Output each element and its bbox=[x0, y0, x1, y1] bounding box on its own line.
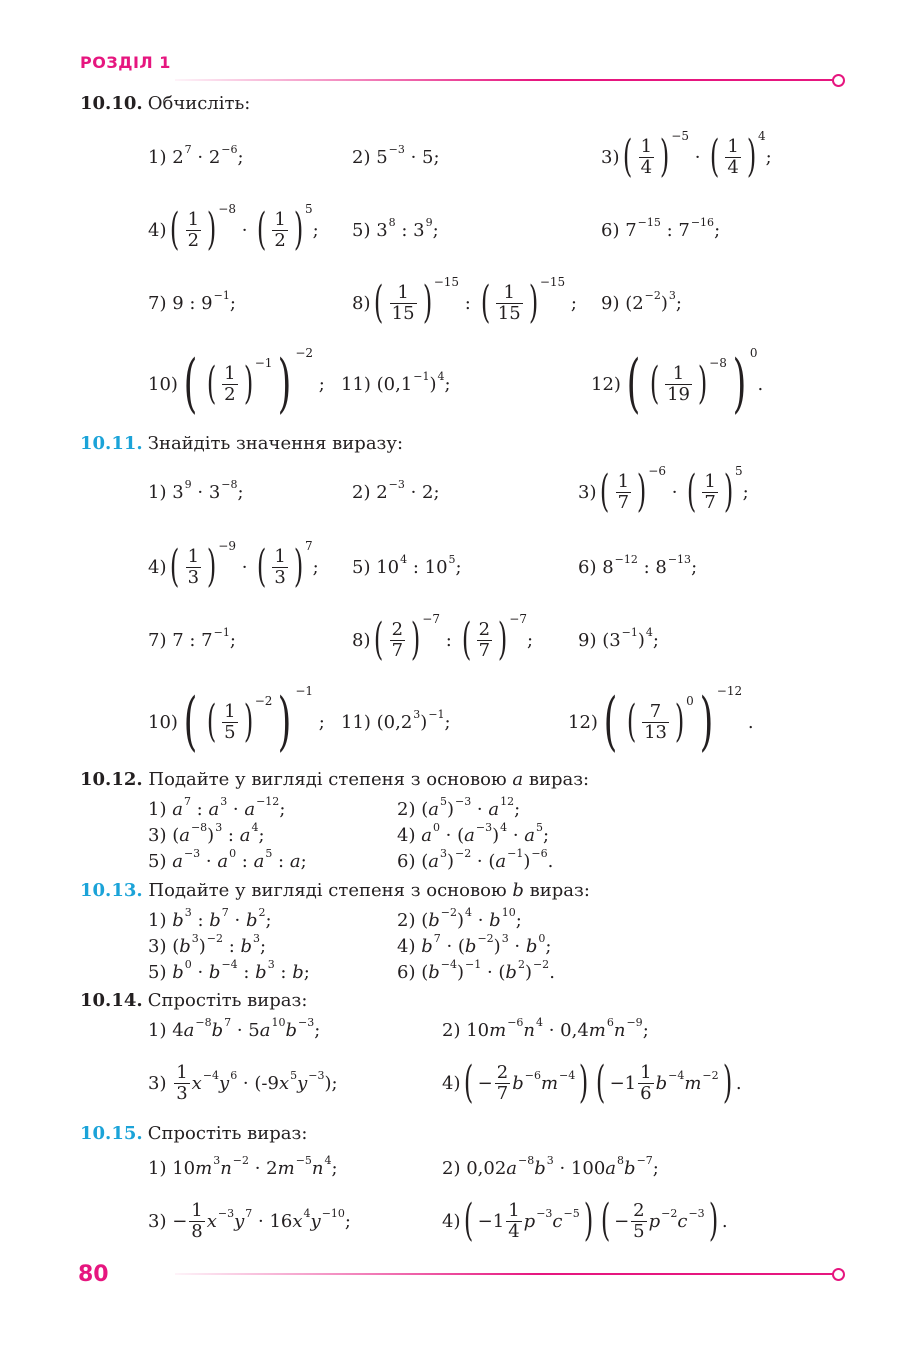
task-10-15-4: 4) ( −1 $\frac{1}{4}$ p $^{-3}$ c $^{-5}$ ) ( − $\frac{2}{5}$ p $^{-2}$ c $^{-3}$ ) . bbox=[442, 1195, 728, 1246]
task-10-13-2: 2) ( b $^{-2}$ ) $^4$ · b $^{10}$ ; bbox=[397, 905, 522, 931]
task-10-12-1: 1) a $^7$ : a $^3$ · a $^{-12}$ ; bbox=[148, 794, 286, 820]
task-10-13-5: 5) b $^0$ · b $^{-4}$ : b $^3$ : b ; bbox=[148, 957, 310, 983]
problem-10-15-heading bbox=[80, 1123, 307, 1144]
task-10-12-5: 5) a $^{-3}$ · a $^0$ : a $^5$ : a ; bbox=[148, 846, 307, 872]
task-10-10-4: 4) ( $\frac{1}{2}$ ) −8 · ( $\frac{1}{2}$ ) 5 ; bbox=[148, 202, 319, 255]
task-10-14-2: 2) 10 m $^{-6}$ n $^4$ · 0,4 m $^6$ n $^{-9}$ ; bbox=[442, 1015, 649, 1041]
task-10-10-5: 5) 3 $^8$ : 3 $^9$ ; bbox=[352, 215, 439, 241]
problem-10-14-heading bbox=[80, 990, 307, 1011]
task-10-11-6: 6) 8 $^{-12}$ : 8 $^{-13}$ ; bbox=[578, 552, 698, 578]
problem-title: Обчисліть: bbox=[147, 93, 251, 114]
problem-10-13-heading bbox=[80, 880, 590, 901]
problem-number: 10.14. bbox=[80, 990, 143, 1011]
task-10-11-5: 5) 10 $^4$ : 10 $^5$ ; bbox=[352, 552, 462, 578]
task-10-10-6: 6) 7 $^{-15}$ : 7 $^{-16}$ ; bbox=[601, 215, 721, 241]
problem-title-post: вираз: bbox=[529, 880, 590, 901]
task-10-10-1: 1) 2 $^7$ · 2 $^{-6}$ ; bbox=[148, 142, 244, 168]
task-10-12-2: 2) ( a $^5$ ) $^{-3}$ · a $^{12}$ ; bbox=[397, 794, 521, 820]
problem-variable: a bbox=[512, 769, 524, 790]
header-rule bbox=[175, 79, 835, 81]
task-10-13-1: 1) b $^3$ : b $^7$ · b $^2$ ; bbox=[148, 905, 272, 931]
problem-number: 10.13. bbox=[80, 880, 143, 901]
task-10-11-10: 10) ( ( $\frac{1}{5}$ ) −2 ) −1 ; bbox=[148, 684, 325, 759]
problem-number: 10.12. bbox=[80, 769, 143, 790]
task-10-10-3: 3) ( $\frac{1}{4}$ ) −5 · ( $\frac{1}{4}$ ) 4 ; bbox=[601, 129, 772, 182]
task-10-11-12: 12) ( ( $\frac{7}{13}$ ) 0 ) −12 . bbox=[568, 684, 754, 759]
task-10-11-11: 11) (0,2 $^3$ ) $^{-1}$ ; bbox=[341, 707, 451, 733]
task-10-14-4: 4) ( − $\frac{2}{7}$ b $^{-6}$ m $^{-4}$ ) ( −1 $\frac{1}{6}$ b $^{-4}$ m $^{-2}$ ) . bbox=[442, 1057, 742, 1108]
footer-rule bbox=[175, 1273, 835, 1275]
problem-10-12-heading bbox=[80, 769, 589, 790]
footer-rule-end bbox=[832, 1268, 845, 1281]
task-10-12-6: 6) ( a $^3$ ) $^{-2}$ · ( a $^{-1}$ ) $^{-6}$ . bbox=[397, 846, 554, 872]
problem-title: Знайдіть значення виразу: bbox=[147, 433, 404, 454]
task-10-12-4: 4) a $^0$ · ( a $^{-3}$ ) $^4$ · a $^5$ ; bbox=[397, 820, 550, 846]
task-10-11-2: 2) 2 $^{-3}$ · 2; bbox=[352, 477, 440, 503]
problem-10-10-heading bbox=[80, 93, 250, 114]
problem-number: 10.15. bbox=[80, 1123, 143, 1144]
task-10-11-4: 4) ( $\frac{1}{3}$ ) −9 · ( $\frac{1}{3}$ ) 7 ; bbox=[148, 539, 319, 592]
task-10-10-11: 11) (0,1 $^{-1}$ ) $^4$ ; bbox=[341, 369, 451, 395]
task-10-10-8: 8) ( $\frac{1}{15}$ ) −15 : ( $\frac{1}{15}$ ) −15 ; bbox=[352, 275, 577, 328]
task-10-14-1: 1) 4 a $^{-8}$ b $^7$ · 5 a $^{10}$ b $^{-3}$ ; bbox=[148, 1015, 321, 1041]
task-10-13-6: 6) ( b $^{-4}$ ) $^{-1}$ · ( b $^2$ ) $^{-2}$ . bbox=[397, 957, 555, 983]
task-10-10-10: 10) ( ( $\frac{1}{2}$ ) −1 ) −2 ; bbox=[148, 346, 325, 421]
task-10-10-2: 2) 5 $^{-3}$ · 5; bbox=[352, 142, 440, 168]
page-number: 80 bbox=[78, 1262, 109, 1287]
task-10-10-9: 9) (2 $^{-2}$ ) $^3$ ; bbox=[601, 288, 682, 314]
task-10-11-3: 3) ( $\frac{1}{7}$ ) −6 · ( $\frac{1}{7}$ ) 5 ; bbox=[578, 464, 749, 517]
problem-variable: b bbox=[512, 880, 524, 901]
task-10-11-1: 1) 3 $^9$ · 3 $^{-8}$ ; bbox=[148, 477, 244, 503]
problem-title-post: вираз: bbox=[528, 769, 590, 790]
task-10-15-1: 1) 10 m $^3$ n $^{-2}$ · 2 m $^{-5}$ n $^4$ ; bbox=[148, 1153, 338, 1179]
task-10-11-7: 7) 7 : 7 $^{-1}$ ; bbox=[148, 625, 236, 651]
task-10-13-4: 4) b $^7$ · ( b $^{-2}$ ) $^3$ · b $^0$ ; bbox=[397, 931, 552, 957]
problem-title-pre: Подайте у вигляді степеня з основою bbox=[148, 769, 507, 790]
problem-title: Спростіть вираз: bbox=[147, 990, 308, 1011]
problem-number: 10.11. bbox=[80, 433, 143, 454]
problem-10-11-heading bbox=[80, 433, 403, 454]
task-10-15-3: 3) − $\frac{1}{8}$ x $^{-3}$ y $^7$ · 16 x $^4$ y $^{-10}$ ; bbox=[148, 1199, 351, 1242]
task-10-10-7: 7) 9 : 9 $^{-1}$ ; bbox=[148, 288, 236, 314]
section-label: РОЗДІЛ 1 bbox=[80, 53, 171, 72]
task-10-10-12: 12) ( ( $\frac{1}{19}$ ) −8 ) 0 . bbox=[591, 346, 764, 421]
problem-title-pre: Подайте у вигляді степеня з основою bbox=[148, 880, 507, 901]
task-10-13-3: 3) ( b $^3$ ) $^{-2}$ : b $^3$ ; bbox=[148, 931, 267, 957]
task-10-15-2: 2) 0,02 a $^{-8}$ b $^3$ · 100 a $^8$ b $^{-7}$ ; bbox=[442, 1153, 659, 1179]
task-10-12-3: 3) ( a $^{-8}$ ) $^3$ : a $^4$ ; bbox=[148, 820, 265, 846]
header-rule-end bbox=[832, 74, 845, 87]
task-10-11-9: 9) (3 $^{-1}$ ) $^4$ ; bbox=[578, 625, 659, 651]
task-10-11-8: 8) ( $\frac{2}{7}$ ) −7 : ( $\frac{2}{7}$ ) −7 ; bbox=[352, 612, 534, 665]
problem-title: Спростіть вираз: bbox=[147, 1123, 308, 1144]
task-10-14-3: 3) $\frac{1}{3}$ x $^{-4}$ y $^6$ · (-9 x $^5$ y $^{-3}$ ); bbox=[148, 1061, 338, 1104]
problem-number: 10.10. bbox=[80, 93, 143, 114]
